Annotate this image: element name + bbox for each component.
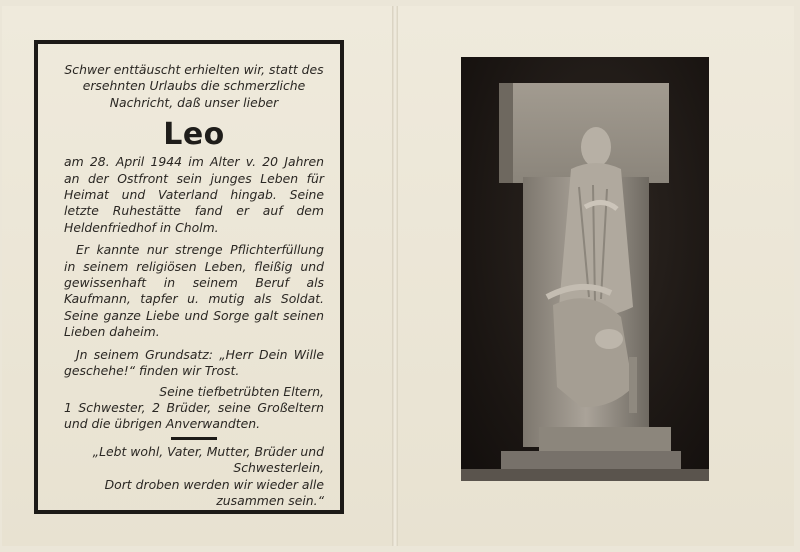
death-paragraph: am 28. April 1944 im Alter v. 20 Jahren an der Ostfront sein junges Leben für Heimat und Vaterland hingab. Seine letzte Ruhestätte fand er auf dem Heldenfriedhof in Cholm. <box>64 154 324 235</box>
faith-paragraph: Jn seinem Grundsatz: „Herr Dein Wille geschehe!“ finden wir Trost. <box>64 346 324 379</box>
deceased-name: Leo <box>163 117 225 153</box>
mourners-line-1: Seine tiefbetrübten Eltern, <box>159 383 324 399</box>
farewell-line-2: Dort droben werden wir wieder alle zusammen sein.“ <box>104 476 324 508</box>
stone-relief-memorial-icon <box>461 57 709 481</box>
text-frame <box>34 40 344 514</box>
base-step <box>501 451 681 469</box>
pedestal <box>539 427 671 453</box>
character-paragraph: Er kannte nur strenge Pflichterfüllung in seinem religiösen Leben, fleißig und gewissenhaft in seinem Beruf als Kaufmann, tapfer u. mutig als Soldat. Seine ganze Liebe und Sorge galt seinen Lieben daheim. <box>64 242 324 340</box>
memorial-photo <box>461 57 709 481</box>
farewell-line-1: „Lebt wohl, Vater, Mutter, Brüder und Schwesterlein, <box>92 443 324 476</box>
intro-text: Schwer enttäuscht erhielten wir, statt des ersehnten Urlaubs die schmerzliche Nachricht, daß unser lieber <box>64 62 324 110</box>
standing-figure <box>559 163 633 316</box>
divider-rule <box>171 437 217 440</box>
mourners-line-2: 1 Schwester, 2 Brüder, seine Großeltern und die übrigen Anverwandten. <box>64 399 324 432</box>
